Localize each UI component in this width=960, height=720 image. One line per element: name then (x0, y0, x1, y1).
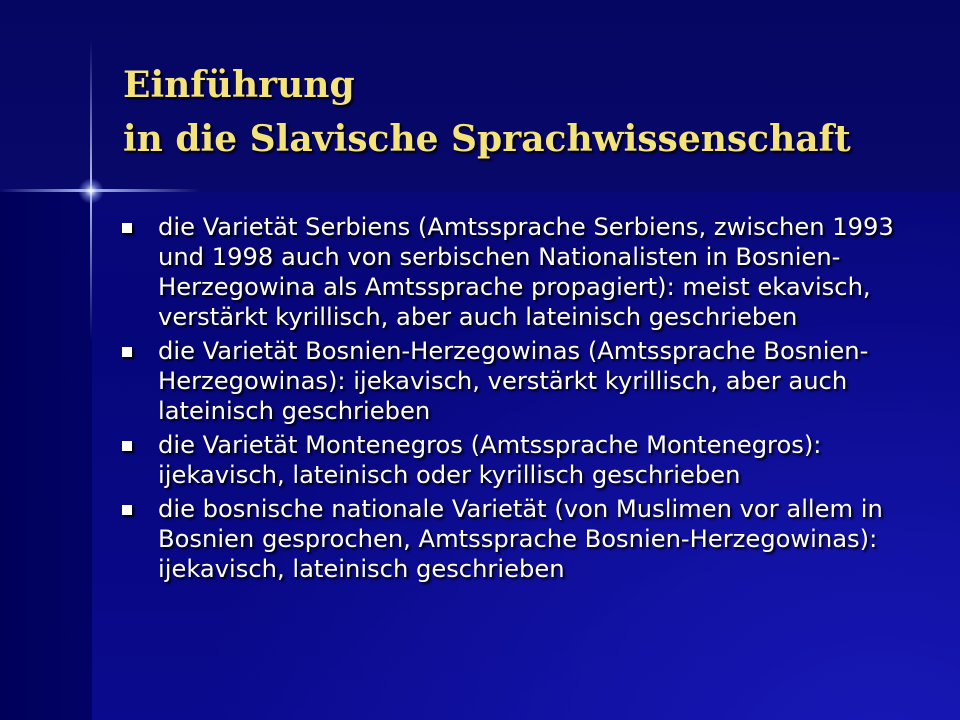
bullet-list (118, 212, 918, 588)
bullet-text: die Varietät Montenegros (Amtssprache Montenegros): ijekavisch, lateinisch oder kyrillisch geschrieben (158, 431, 822, 489)
bullet-item (118, 212, 918, 332)
slide-title (123, 58, 923, 166)
bullet-square-icon (122, 223, 132, 233)
bullet-text: die Varietät Bosnien-Herzegowinas (Amtssprache Bosnien-Herzegowinas): ijekavisch, verstärkt kyrillisch, aber auch lateinisch geschrieben (158, 337, 869, 425)
bullet-item (118, 494, 918, 584)
bullet-text: die bosnische nationale Varietät (von Muslimen vor allem in Bosnien gesprochen, Amtssprache Bosnien-Herzegowinas): ijekavisch, lateinisch geschrieben (158, 495, 883, 583)
bullet-square-icon (122, 347, 132, 357)
bullet-item (118, 430, 918, 490)
bullet-item (118, 336, 918, 426)
title-line-1: Einführung (123, 64, 355, 106)
bullet-square-icon (122, 505, 132, 515)
flare-star-icon (78, 178, 104, 204)
bullet-text: die Varietät Serbiens (Amtssprache Serbiens, zwischen 1993 und 1998 auch von serbischen Nationalisten in Bosnien-Herzegowina als Amtssprache propagiert): meist ekavisch, verstärkt kyrillisch, aber auch lateinisch geschrieben (158, 213, 894, 331)
bullet-square-icon (122, 441, 132, 451)
title-line-2: in die Slavische Sprachwissenschaft (123, 118, 851, 160)
